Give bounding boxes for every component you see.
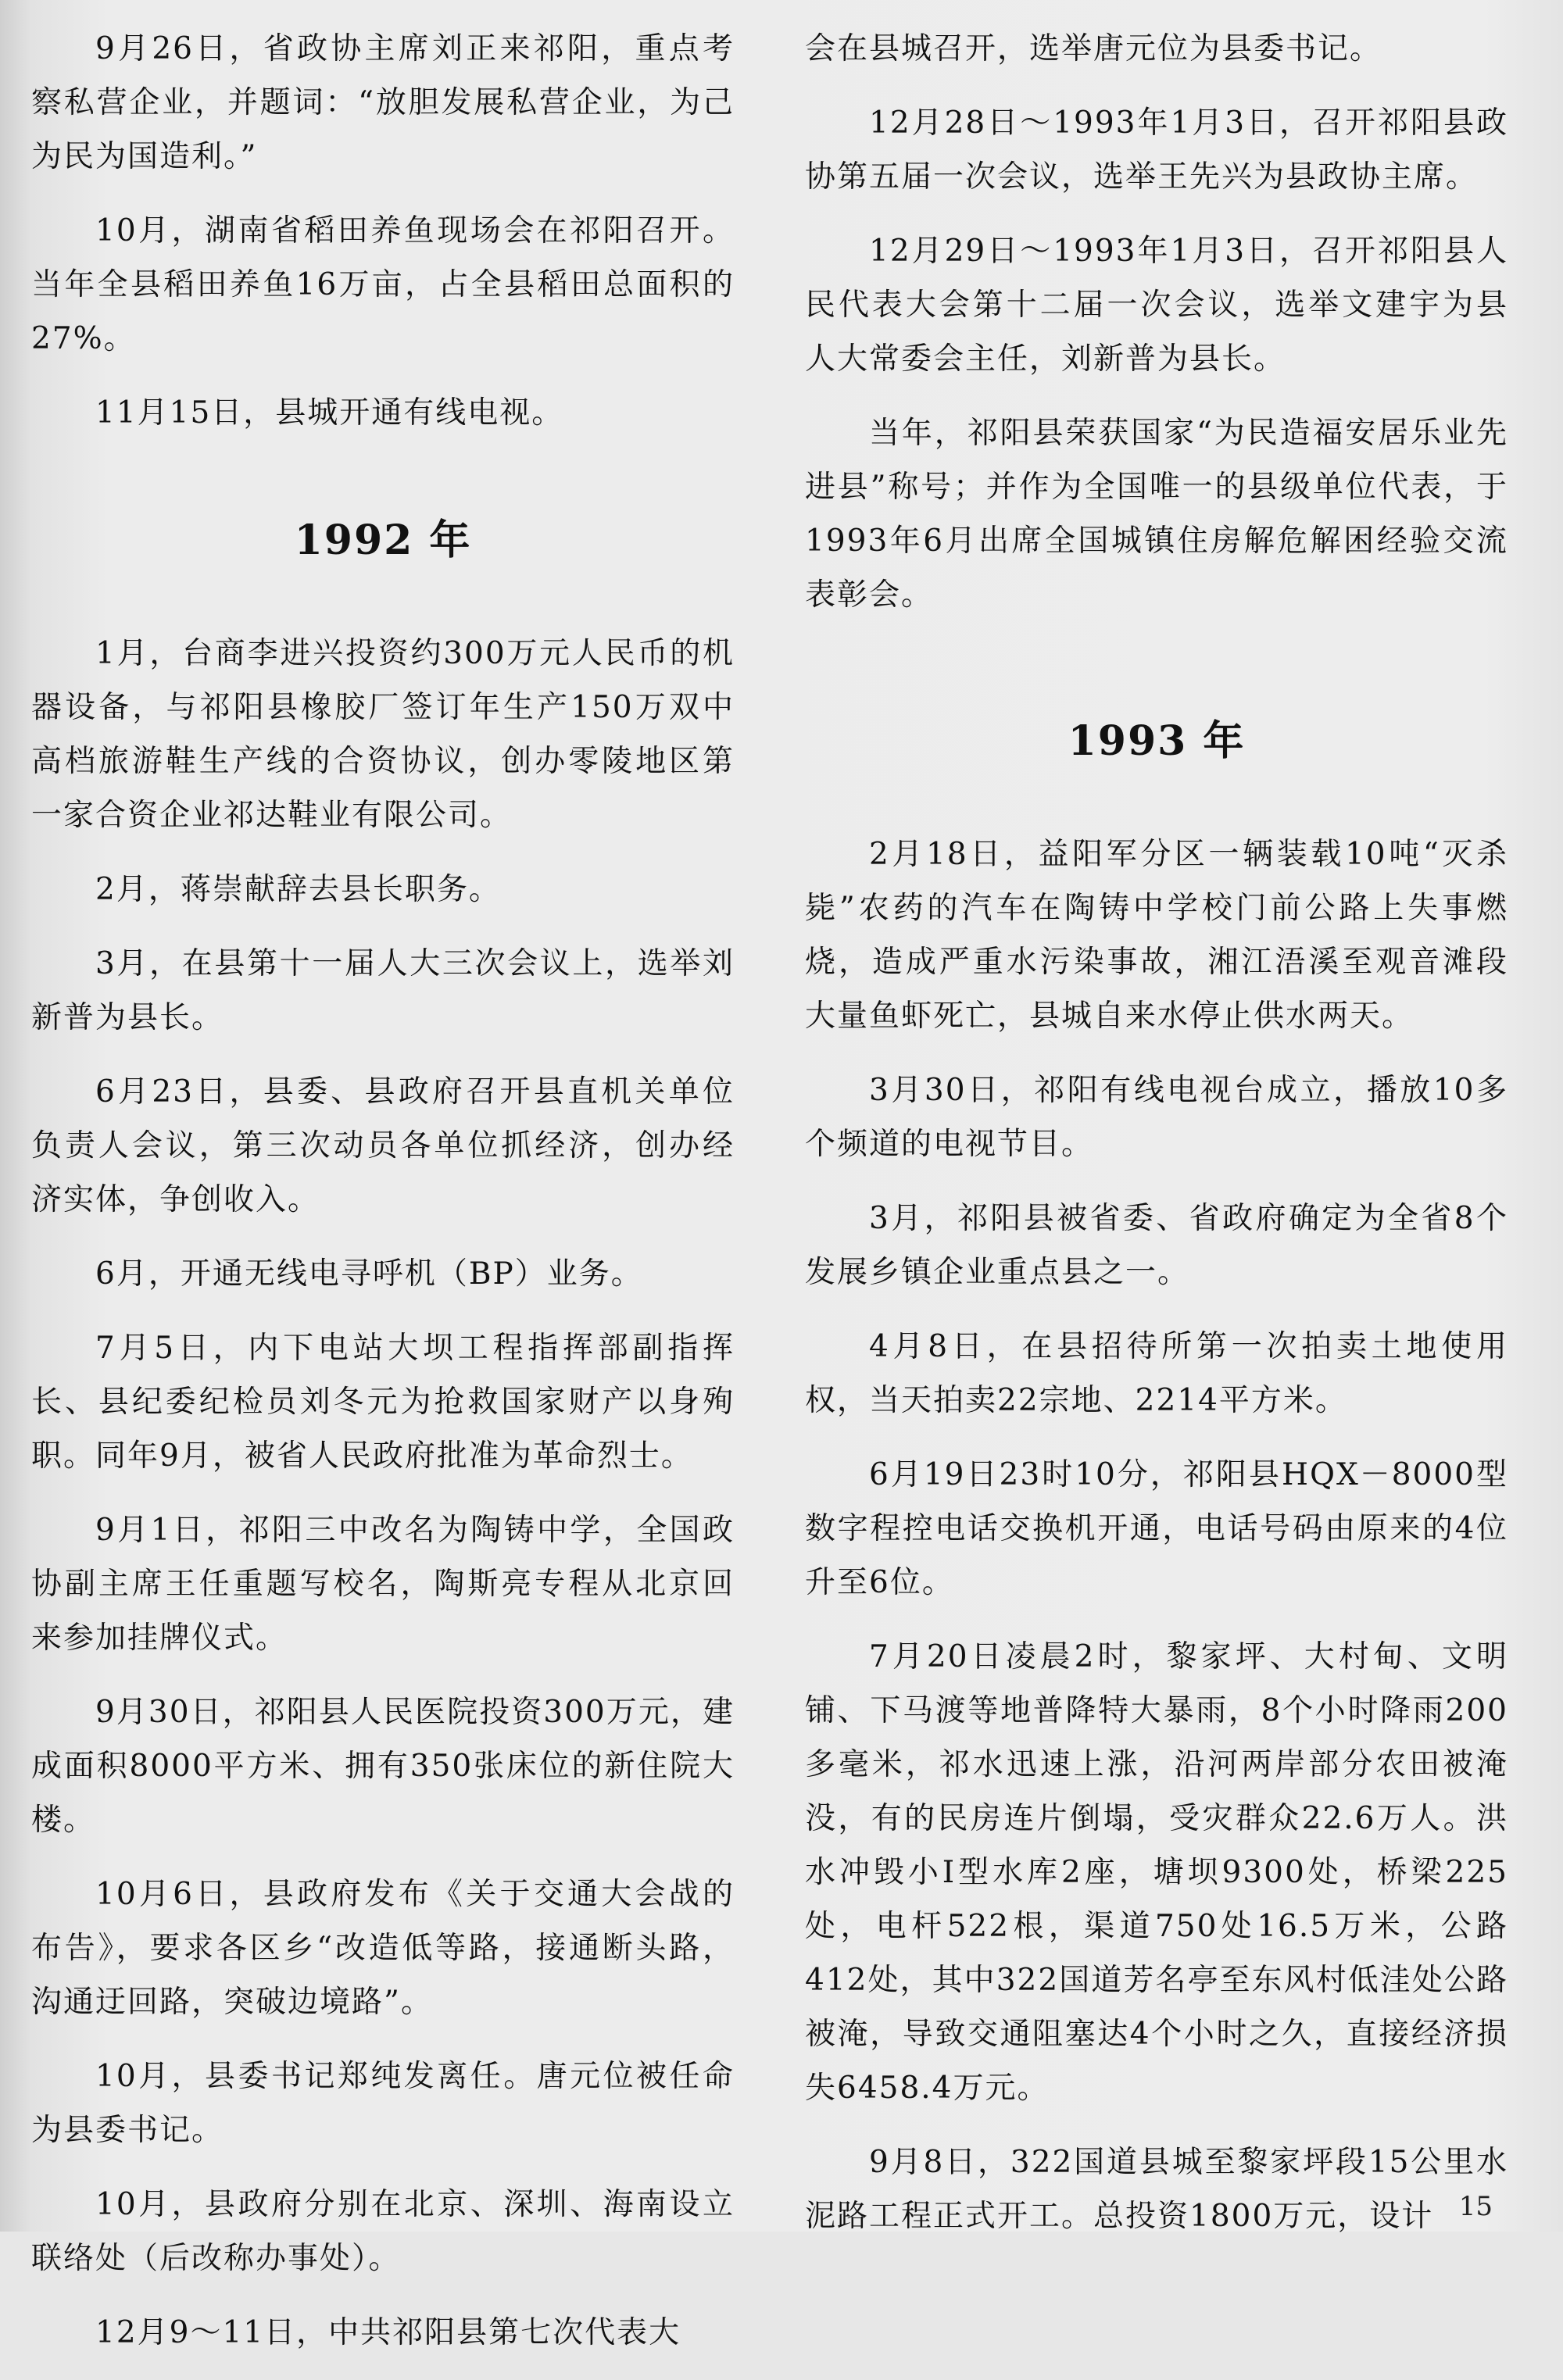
- left-column: [31, 22, 735, 2380]
- paragraph: 2月18日，益阳军分区一辆装载10吨“灭杀毙”农药的汽车在陶铸中学校门前公路上失事燃烧，造成严重水污染事故，湘江浯溪至观音滩段大量鱼虾死亡，县城自来水停止供水两天。: [805, 837, 1508, 1034]
- paragraph: 6月23日，县委、县政府召开县直机关单位负责人会议，第三次动员各单位抓经济，创办经济实体，争创收入。: [31, 1074, 735, 1217]
- paragraph: 4月8日，在县招待所第一次拍卖土地使用权，当天拍卖22宗地、2214平方米。: [805, 1329, 1508, 1418]
- paragraph: 10月，县政府分别在北京、深圳、海南设立联络处（后改称办事处）。: [31, 2187, 735, 2276]
- paragraph: 7月5日，内下电站大坝工程指挥部副指挥长、县纪委纪检员刘冬元为抢救国家财产以身殉职。同年9月，被省人民政府批准为革命烈士。: [31, 1331, 735, 1474]
- right-column: [805, 22, 1508, 2264]
- paragraph-continuation: 会在县城召开，选举唐元位为县委书记。: [805, 31, 1382, 66]
- paragraph: 1月，台商李进兴投资约300万元人民币的机器设备，与祁阳县橡胶厂签订年生产150万双中高档旅游鞋生产线的合资协议，创办零陵地区第一家合资企业祁达鞋业有限公司。: [31, 636, 735, 833]
- paragraph: 3月30日，祁阳有线电视台成立，播放10多个频道的电视节目。: [805, 1073, 1508, 1162]
- paragraph: 12月28日～1993年1月3日，召开祁阳县政协第五届一次会议，选举王先兴为县政协主席。: [805, 105, 1508, 195]
- year-heading-1993: 1993 年: [1068, 717, 1246, 765]
- paragraph: 6月19日23时10分，祁阳县HQX－8000型数字程控电话交换机开通，电话号码由原来的4位升至6位。: [805, 1457, 1508, 1600]
- page-number: 15: [1458, 2191, 1493, 2222]
- year-heading-1992: 1992 年: [294, 516, 472, 564]
- paragraph: 2月，蒋崇献辞去县长职务。: [95, 872, 501, 907]
- paragraph: 10月，湖南省稻田养鱼现场会在祁阳召开。当年全县稻田养鱼16万亩，占全县稻田总面积的27%。: [31, 213, 735, 356]
- paragraph: 9月26日，省政协主席刘正来祁阳，重点考察私营企业，并题词：“放胆发展私营企业，为己为民为国造利。”: [31, 31, 735, 174]
- paragraph: 9月30日，祁阳县人民医院投资300万元，建成面积8000平方米、拥有350张床位的新住院大楼。: [31, 1695, 735, 1838]
- paragraph: 12月29日～1993年1月3日，召开祁阳县人民代表大会第十二届一次会议，选举文建宇为县人大常委会主任，刘新普为县长。: [805, 234, 1508, 377]
- paragraph: 11月15日，县城开通有线电视。: [95, 395, 564, 431]
- paragraph: 10月，县委书记郑纯发离任。唐元位被任命为县委书记。: [31, 2059, 735, 2148]
- paragraph: 7月20日凌晨2时，黎家坪、大村甸、文明铺、下马渡等地普降特大暴雨，8个小时降雨200多毫米，祁水迅速上涨，沿河两岸部分农田被淹没，有的民房连片倒塌，受灾群众22.6万人。洪水冲毁小Ⅰ型水库2座，塘坝9300处，桥梁225处，电杆522根，渠道750处16.5万米，公路412处，其中322国道芳名亭至东风村低洼处公路被淹，导致交通阻塞达4个小时之久，直接经济损失6458.4万元。: [805, 1639, 1508, 2106]
- paragraph: 当年，祁阳县荣获国家“为民造福安居乐业先进县”称号；并作为全国唯一的县级单位代表，于1993年6月出席全国城镇住房解危解困经验交流表彰会。: [805, 416, 1508, 613]
- paragraph: 12月9～11日，中共祁阳县第七次代表大: [95, 2315, 681, 2350]
- paragraph: 3月，祁阳县被省委、省政府确定为全省8个发展乡镇企业重点县之一。: [805, 1201, 1508, 1290]
- paragraph: 6月，开通无线电寻呼机（BP）业务。: [95, 1256, 643, 1292]
- paragraph: 10月6日，县政府发布《关于交通大会战的布告》，要求各区乡“改造低等路，接通断头路，沟通迂回路，突破边境路”。: [31, 1877, 735, 2020]
- paragraph: 9月1日，祁阳三中改名为陶铸中学，全国政协副主席王任重题写校名，陶斯亮专程从北京回来参加挂牌仪式。: [31, 1513, 735, 1656]
- paragraph: 3月，在县第十一届人大三次会议上，选举刘新普为县长。: [31, 946, 735, 1035]
- paragraph: 9月8日，322国道县城至黎家坪段15公里水泥路工程正式开工。总投资1800万元，设计: [805, 2145, 1508, 2234]
